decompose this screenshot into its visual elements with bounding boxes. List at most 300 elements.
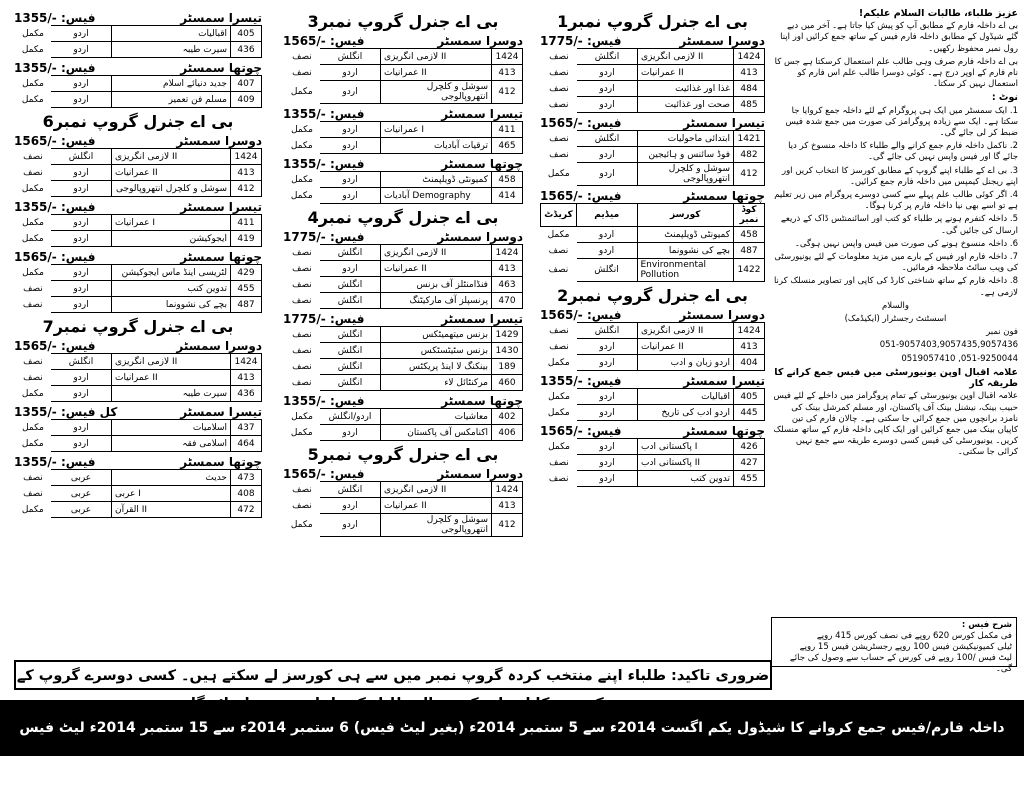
course-code: 419 (231, 231, 262, 247)
semester-fee: فیس: -/1565 (14, 339, 96, 353)
course-row (284, 327, 523, 343)
closing: والسلام (882, 300, 909, 311)
course-row (541, 97, 765, 113)
course-credit: نصف (549, 457, 569, 468)
course-code: 413 (492, 65, 523, 81)
course-row (541, 243, 765, 259)
course-medium: انگلش (320, 327, 381, 343)
course-medium: اردو (577, 147, 638, 163)
course-code: 407 (231, 76, 262, 92)
salutation: عزیز طلباء، طالبات السلام علیکم! (858, 8, 1018, 19)
course-credit: مکمل (548, 441, 570, 452)
course-credit: نصف (22, 299, 43, 310)
course-row (541, 355, 765, 371)
note-item: 5. داخلہ کنفرم ہونے پر طلباء کو کتب اور اسائنمنٹس ڈاک کے ذریعے ارسال کی جائیں گی۔ (780, 214, 1018, 236)
semester-name: چوتھا سمسٹر (683, 189, 765, 203)
course-code: 458 (734, 227, 765, 243)
course-credit: نصف (292, 263, 312, 274)
course-table (14, 419, 262, 452)
course-medium: عربی (51, 502, 112, 518)
course-name: عمرانیات II (381, 65, 492, 81)
course-credit: نصف (548, 265, 569, 275)
course-credit: مکمل (21, 94, 44, 105)
semester-fee: فیس: -/1355 (540, 374, 622, 388)
semester-name: تیسرا سمسٹر (180, 11, 262, 25)
course-credit: نصف (291, 295, 312, 306)
course-row (284, 277, 523, 293)
semester-name: چوتھا سمسٹر (180, 250, 262, 264)
semester-name: دوسرا سمسٹر (437, 467, 523, 481)
course-credit: مکمل (21, 504, 44, 515)
semester-name: دوسرا سمسٹر (437, 230, 523, 244)
course-row (284, 375, 523, 391)
course-code: 460 (492, 375, 523, 391)
course-name: لازمی انگریزی II (112, 354, 231, 370)
course-credit: مکمل (290, 427, 313, 438)
column-header: کریڈٹ (541, 204, 577, 227)
course-name: بچے کی نشوونما (112, 297, 231, 313)
course-credit: مکمل (21, 438, 44, 449)
course-row (541, 455, 765, 471)
course-name: بزنس میتھمیٹکس (381, 327, 492, 343)
course-medium: اردو (51, 281, 112, 297)
course-table (14, 75, 262, 108)
semester-name: دوسرا سمسٹر (679, 308, 765, 322)
course-medium: اردو/انگلش (320, 409, 381, 425)
course-name: لازمی انگریزی II (638, 49, 734, 65)
course-credit: نصف (549, 83, 569, 94)
course-medium: اردو (51, 386, 112, 402)
group-block (14, 317, 262, 518)
course-row (284, 409, 523, 425)
course-table (14, 353, 262, 402)
course-row (541, 259, 765, 282)
course-row (15, 370, 262, 386)
course-code: 413 (231, 370, 262, 386)
course-row (284, 261, 523, 277)
course-code: 470 (492, 293, 523, 309)
course-row (541, 405, 765, 421)
group-title: بی اے جنرل گروپ نمبر4 (307, 208, 499, 227)
course-medium: انگلش (320, 343, 381, 359)
course-name: ابتدائی ماحولیات (638, 131, 734, 147)
group-block (283, 445, 523, 537)
course-name: عمرانیات II (381, 261, 492, 277)
course-code: 455 (231, 281, 262, 297)
course-credit: نصف (292, 51, 312, 62)
course-code: 1424 (231, 149, 262, 165)
course-code: 409 (231, 92, 262, 108)
semester-header (14, 405, 262, 419)
course-name: اردو ادب کی تاریخ (638, 405, 734, 421)
phone-number: 0519057410 ,051-9250044 (901, 353, 1018, 364)
course-code: 1430 (492, 343, 523, 359)
column-header: میڈیم (577, 204, 638, 227)
group-title: بی اے جنرل گروپ نمبر5 (307, 445, 499, 464)
course-name: لازمی انگریزی II (638, 323, 734, 339)
column-header: کوڈ نمبر (734, 204, 765, 227)
course-code: 1422 (734, 259, 765, 282)
course-row (15, 470, 262, 486)
semester-header (283, 107, 523, 121)
course-row (284, 172, 523, 188)
course-credit: نصف (548, 473, 569, 484)
course-code: 1424 (492, 245, 523, 261)
semester-header (540, 308, 765, 322)
course-row (541, 131, 765, 147)
course-code: 436 (231, 42, 262, 58)
course-medium: انگلش (577, 259, 638, 282)
course-code: 412 (492, 514, 523, 537)
course-table (283, 326, 523, 391)
course-row (15, 231, 262, 247)
course-table (14, 214, 262, 247)
course-credit: مکمل (290, 140, 313, 151)
course-credit: نصف (292, 484, 312, 495)
course-row (15, 26, 262, 42)
course-medium: اردو (577, 243, 638, 259)
course-row (541, 389, 765, 405)
course-code: 458 (492, 172, 523, 188)
course-name: لازمی انگریزی II (112, 149, 231, 165)
course-table (283, 121, 523, 154)
course-medium: اردو (577, 455, 638, 471)
course-medium: اردو (577, 227, 638, 243)
course-table (14, 25, 262, 58)
semester-fee: فیس: -/1775 (283, 312, 365, 326)
course-credit: مکمل (21, 388, 44, 399)
course-row (15, 354, 262, 370)
course-medium: اردو (577, 405, 638, 421)
group-title: بی اے جنرل گروپ نمبر6 (42, 112, 234, 131)
semester-header (14, 134, 262, 148)
semester-fee: فیس: -/1355 (283, 107, 365, 121)
group-block (540, 12, 765, 282)
course-name: بینکنگ لا اینڈ پریکٹس (381, 359, 492, 375)
course-medium: انگلش (577, 323, 638, 339)
course-credit: مکمل (547, 229, 570, 240)
intro-paragraph-1: بی اے داخلہ فارم کے مطابق آپ کو پیش کیا جاتا ہے۔ آخر میں دیے گئے شیڈول کے مطابق داخلہ فارم فیس کے ساتھ جمع کرائیں اور اپنا رول نمبر محفوظ رکھیں۔ (780, 21, 1018, 54)
course-row (15, 265, 262, 281)
course-medium: اردو (51, 370, 112, 386)
course-name: عمرانیات I (381, 122, 492, 138)
semester-name: چوتھا سمسٹر (180, 455, 262, 469)
semester-name: تیسرا سمسٹر (180, 200, 262, 214)
course-credit: نصف (548, 245, 569, 256)
course-medium: اردو (320, 172, 381, 188)
group-block (14, 11, 262, 108)
course-credit: نصف (292, 279, 312, 290)
course-row (541, 49, 765, 65)
course-code: 465 (492, 138, 523, 154)
course-code: 463 (492, 277, 523, 293)
course-medium: اردو (320, 188, 381, 204)
course-code: 189 (492, 359, 523, 375)
course-row (284, 498, 523, 514)
course-medium: اردو (577, 81, 638, 97)
note-item: 2. ناکمل داخلہ فارم جمع کرانے والے طلباء کا داخلہ منسوخ کر دیا جائے گا اور فیس واپس نہیں کی جائے گی۔ (788, 141, 1018, 163)
course-medium: انگلش (51, 149, 112, 165)
course-credit: مکمل (291, 124, 313, 135)
course-name: کمیونٹی ڈویلپمنٹ (637, 227, 734, 243)
note-item: 6. داخلہ منسوخ ہونے کی صورت میں فیس واپس نہیں ہوگی۔ (794, 238, 1018, 249)
course-row (541, 65, 765, 81)
bank-procedure-text: علامہ اقبال اوپن یونیورسٹی کے تمام پروگرامز میں داخلے کے لئے فیس حبیب بینک، نیشنل بینک آف پاکستان، اور مسلم کمرشل بینک کی نامزد برانچوں میں جمع کرائی جا سکتی ہے۔ چالان فارم کی تین کاپیاں بینک میں جمع کرائیں اور ایک کاپی داخلہ فارم کے ساتھ منسلک کریں۔ یونیورسٹی کی فیس کسی دوسرے طریقہ سے جمع نہیں کرائی جا سکتی۔ (773, 391, 1018, 458)
course-name: سیرت طیبہ (112, 42, 231, 58)
course-medium: اردو (577, 439, 638, 455)
intro-paragraph-2: بی اے داخلہ فارم صرف وہی طالب علم استعمال کرسکتا ہے جس کا نام فارم کے اوپر درج ہے۔ کوئی دوسرا طالب علم اس فارم کو استعمال نہیں کر سکتا۔ (774, 56, 1018, 90)
course-code: 484 (734, 81, 765, 97)
course-medium: اردو (51, 297, 112, 313)
course-name: ترقیات آبادیات (381, 138, 492, 154)
course-table (540, 48, 765, 113)
course-name: Environmental Pollution (637, 259, 734, 282)
course-credit: مکمل (290, 520, 313, 530)
course-row (541, 163, 765, 186)
course-credit: نصف (549, 149, 569, 160)
course-code: 429 (231, 265, 262, 281)
course-row (15, 502, 262, 518)
course-name: فوڈ سائنس و ہائیجین (638, 147, 734, 163)
course-table-header (541, 204, 765, 227)
course-name: عمرانیات II (112, 370, 231, 386)
course-table (14, 469, 262, 518)
group-block (283, 12, 523, 204)
course-name: سوشل و کلچرل انتھروپالوجی (381, 514, 492, 537)
semester-fee: فیس: -/1565 (14, 250, 96, 264)
course-name: اسلامی فقہ (112, 436, 231, 452)
course-code: 414 (492, 188, 523, 204)
course-row (284, 425, 523, 441)
course-table (14, 264, 262, 313)
course-code: 1421 (734, 131, 765, 147)
course-table (540, 130, 765, 186)
course-code: 473 (231, 470, 262, 486)
course-code: 405 (734, 389, 765, 405)
course-credit: نصف (548, 99, 569, 110)
course-medium: اردو (320, 498, 381, 514)
course-credit: نصف (549, 325, 569, 336)
course-credit: مکمل (22, 28, 44, 39)
course-credit: مکمل (21, 44, 44, 55)
course-medium: اردو (320, 65, 381, 81)
course-medium: اردو (320, 514, 381, 537)
semester-fee: فیس: -/1355 (14, 455, 96, 469)
semester-header (14, 250, 262, 264)
semester-header (540, 374, 765, 388)
course-name: فنڈامنٹلز آف بزنس (381, 277, 492, 293)
course-name: سوشل و کلچرل انتھروپالوجی (112, 181, 231, 197)
fee-rate-line: لیٹ فیس /100 روپے فی کورس کے حساب سے وصول کی جائے گی۔ (789, 653, 1012, 674)
course-name: غذا اور غذائیت (638, 81, 734, 97)
course-credit: نصف (549, 51, 569, 62)
course-row (284, 122, 523, 138)
course-code: 413 (734, 339, 765, 355)
course-credit: مکمل (547, 407, 570, 418)
course-name: جدید دنیائے اسلام (112, 76, 231, 92)
course-medium: انگلش (577, 49, 638, 65)
fee-rate-line: ٹیلی کمیونیکیشن فیس 100 روپے رجسٹریشن فیس 15 روپے (799, 642, 1012, 652)
semester-fee: فیس: -/1355 (14, 200, 96, 214)
course-name: القرآن II (112, 502, 231, 518)
semester-header (540, 116, 765, 130)
semester-fee: فیس: -/1565 (540, 308, 622, 322)
semester-header (283, 157, 523, 171)
fee-rate-title: شرح فیس : (961, 620, 1012, 630)
phone-number: 051-9057403,9057435,9057436 (879, 340, 1018, 351)
course-name: لازمی انگریزی II (381, 245, 492, 261)
semester-fee: فیس: -/1355 (14, 11, 96, 25)
semester-name: دوسرا سمسٹر (437, 34, 523, 48)
course-code: 413 (231, 165, 262, 181)
course-code: 1429 (492, 327, 523, 343)
course-name: حدیث (112, 470, 231, 486)
course-name: کمیونٹی ڈویلپمنٹ (381, 172, 492, 188)
group-block (540, 286, 765, 487)
phone-label: فون نمبر (986, 327, 1018, 338)
semester-header (14, 455, 262, 469)
course-medium: اردو (320, 425, 381, 441)
course-code: 413 (734, 65, 765, 81)
semester-fee: فیس: -/1565 (540, 116, 622, 130)
course-medium: اردو (51, 215, 112, 231)
course-medium: عربی (51, 486, 112, 502)
course-code: 1424 (734, 49, 765, 65)
note-item: 8. داخلہ فارم کے ساتھ شناختی کارڈ کی کاپی اور تصاویر منسلک کرنا لازمی ہے۔ (773, 276, 1018, 298)
course-code: 427 (734, 455, 765, 471)
course-credit: مکمل (22, 267, 44, 278)
notes-title: نوٹ : (991, 92, 1018, 104)
course-table (283, 171, 523, 204)
signatory-role: اسسٹنٹ رجسٹرار (ایکیڈمک) (844, 314, 947, 325)
course-credit: نصف (292, 329, 312, 340)
course-medium: انگلش (51, 354, 112, 370)
course-code: 402 (492, 409, 523, 425)
semester-header (283, 312, 523, 326)
semester-header (14, 61, 262, 75)
group-title: بی اے جنرل گروپ نمبر7 (42, 317, 234, 336)
course-credit: مکمل (22, 217, 44, 228)
course-name: عربی I (112, 486, 231, 502)
course-name: لٹریسی اینڈ ماس ایجوکیشن (112, 265, 231, 281)
course-row (15, 149, 262, 165)
course-credit: نصف (292, 500, 312, 511)
course-credit: نصف (291, 377, 312, 388)
course-name: تدوین کتب (638, 471, 734, 487)
course-name: اسلامیات (112, 420, 231, 436)
course-medium: اردو (577, 471, 638, 487)
group-title: بی اے جنرل گروپ نمبر3 (307, 12, 499, 31)
column-groups-5-7 (14, 8, 262, 518)
course-table (283, 244, 523, 309)
course-medium: اردو (51, 26, 112, 42)
semester-header (283, 230, 523, 244)
course-medium: انگلش (320, 482, 381, 498)
course-table (540, 322, 765, 371)
course-code: 482 (734, 147, 765, 163)
course-credit: مکمل (548, 391, 570, 402)
note-item: 3. بی اے کے طلباء اپنے گروپ کے مطابق کورسز کا انتخاب کریں اور اپنے ریجنل کیمپس میں داخلہ فارم جمع کرائیں۔ (781, 165, 1018, 187)
course-name: لازمی انگریزی II (381, 482, 492, 498)
course-name: عمرانیات II (112, 165, 231, 181)
semester-fee: فیس: -/1355 (283, 157, 365, 171)
course-name: پاکستانی ادب II (638, 455, 734, 471)
course-name: مرکنٹائل لاء (381, 375, 492, 391)
course-name: عمرانیات I (112, 215, 231, 231)
course-credit: نصف (549, 341, 569, 352)
column-header: کورسز (637, 204, 734, 227)
course-name: مسلم فن تعمیر (112, 92, 231, 108)
semester-name: چوتھا سمسٹر (683, 424, 765, 438)
course-name: سیرت طیبہ (112, 386, 231, 402)
course-name: پرنسپلز آف مارکیٹنگ (381, 293, 492, 309)
course-name: بچے کی نشوونما (637, 243, 734, 259)
course-row (15, 181, 262, 197)
course-medium: اردو (577, 339, 638, 355)
schedule-footer (0, 700, 1024, 792)
course-table (283, 48, 523, 104)
instructions-panel (773, 8, 1018, 461)
semester-name: چوتھا سمسٹر (180, 61, 262, 75)
course-row (15, 420, 262, 436)
schedule-text: داخلہ فارم/فیس جمع کروانے کا شیڈول یکم اگست 2014ء سے 5 ستمبر 2014ء (بغیر لیٹ فیس) 6 ستمبر 2014ء سے 15 ستمبر 2014ء لیٹ فیس -/200 روپے اضافی، 16 ستمبر 2014ء سے 25 ستمبر 2014ء -/400 روپے لیٹ فیس اضافی (19, 720, 1005, 792)
course-row (284, 188, 523, 204)
course-medium: اردو (577, 355, 638, 371)
course-credit: نصف (292, 247, 312, 258)
course-row (284, 49, 523, 65)
course-name: ایجوکیشن (112, 231, 231, 247)
course-code: 408 (231, 486, 262, 502)
course-medium: انگلش (320, 245, 381, 261)
course-credit: نصف (292, 361, 312, 372)
course-name: اکنامکس آف پاکستان (381, 425, 492, 441)
semester-fee: فیس: -/1775 (283, 230, 365, 244)
column-groups-1-2 (540, 8, 765, 487)
semester-header (540, 34, 765, 48)
course-medium: اردو (51, 231, 112, 247)
semester-header (283, 467, 523, 481)
course-medium: اردو (577, 65, 638, 81)
course-medium: اردو (577, 97, 638, 113)
course-row (15, 42, 262, 58)
course-medium: اردو (577, 163, 638, 186)
course-medium: اردو (51, 265, 112, 281)
course-row (15, 486, 262, 502)
course-medium: اردو (51, 42, 112, 58)
semester-fee: فیس: -/1775 (540, 34, 622, 48)
semester-name: چوتھا سمسٹر (441, 394, 523, 408)
course-name: اقبالیات (112, 26, 231, 42)
course-credit: نصف (292, 67, 312, 78)
course-code: 1424 (734, 323, 765, 339)
semester-name: تیسرا سمسٹر (180, 405, 262, 419)
course-credit: نصف (549, 67, 569, 78)
course-row (15, 297, 262, 313)
course-code: 406 (492, 425, 523, 441)
course-credit: نصف (292, 345, 312, 356)
course-medium: اردو (51, 92, 112, 108)
course-medium: عربی (51, 470, 112, 486)
course-medium: اردو (51, 76, 112, 92)
course-code: 426 (734, 439, 765, 455)
course-code: 487 (734, 243, 765, 259)
note-item: 1. ایک سمسٹر میں ایک ہی پروگرام کے لئے داخلہ جمع کروایا جا سکتا ہے۔ ایک سے زیادہ پروگرامز کی صورت میں جمع شدہ فیس ضبط کر لی جائے گی۔ (785, 105, 1018, 139)
course-row (284, 359, 523, 375)
course-medium: انگلش (320, 359, 381, 375)
course-code: 405 (231, 26, 262, 42)
course-name: عمرانیات II (638, 339, 734, 355)
fee-rate-line: فی مکمل کورس 620 روپے فی نصف کورس 415 روپے (816, 631, 1012, 641)
